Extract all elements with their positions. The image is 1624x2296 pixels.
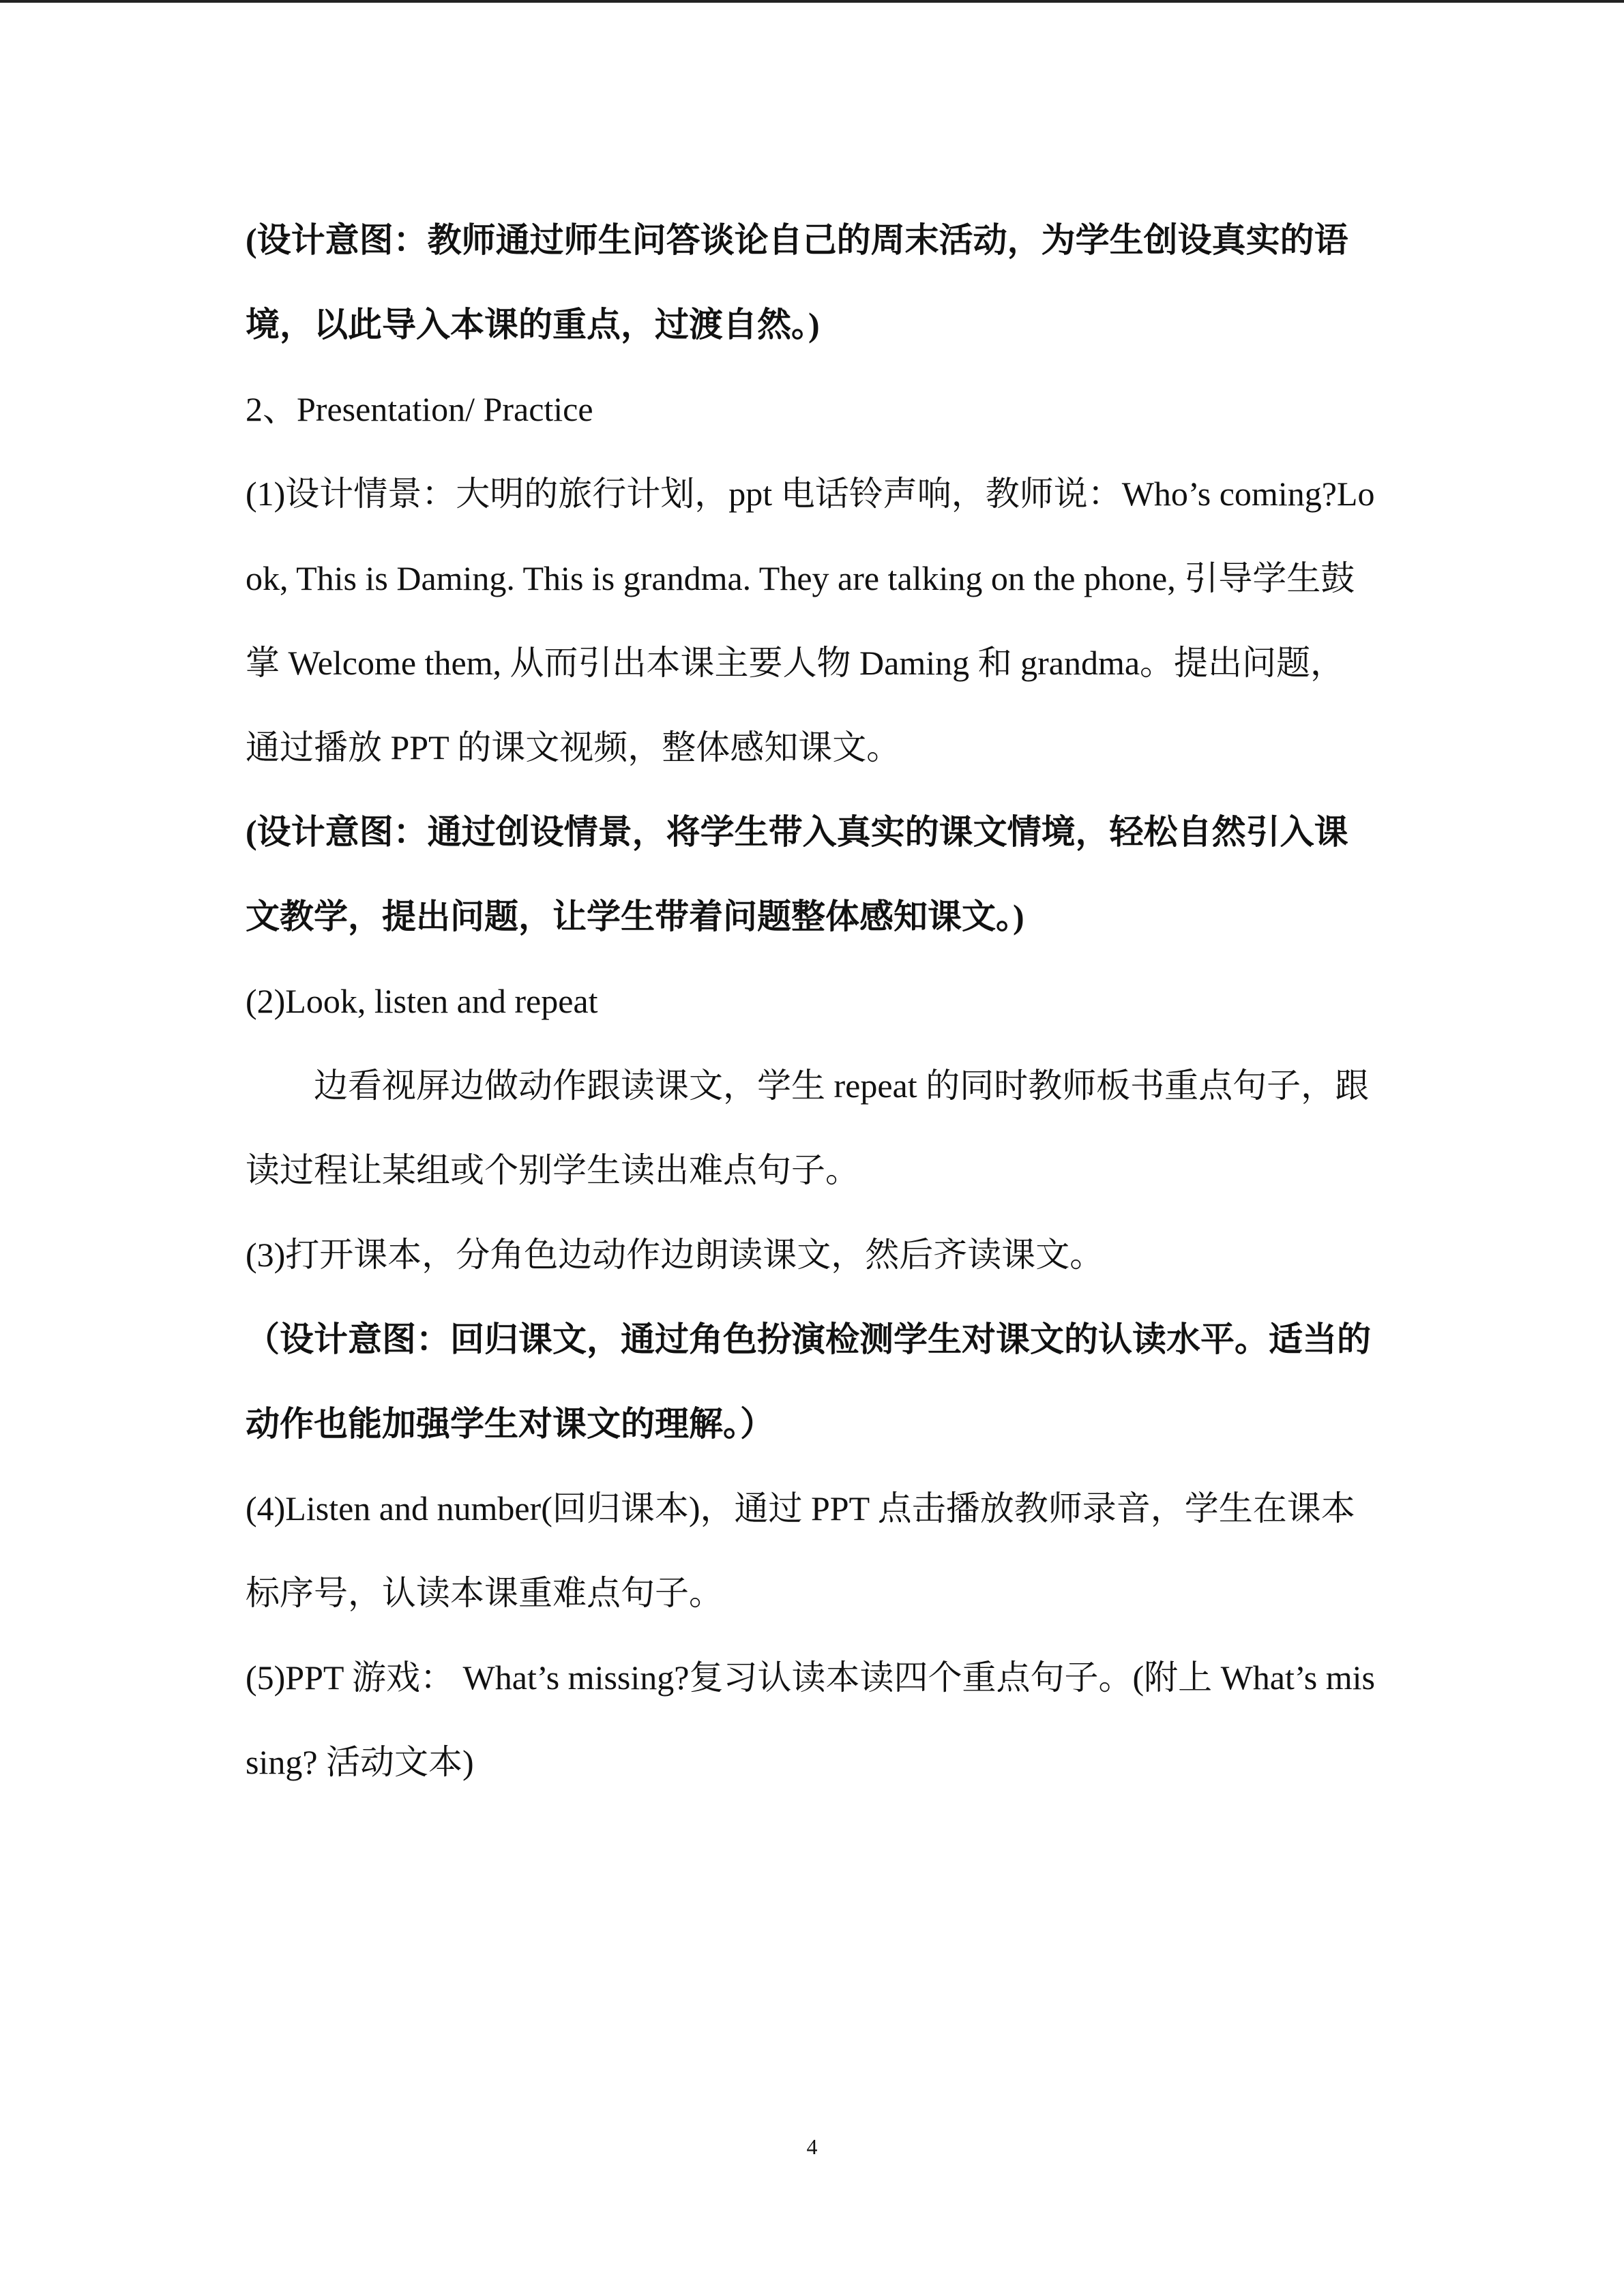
paragraph-design-intent-2: (设计意图：通过创设情景，将学生带入真实的课文情境，轻松自然引入课文教学，提出问题，让学生带着问题整体感知课文。) xyxy=(246,813,1348,936)
paragraph-design-intent-1: (设计意图：教师通过师生问答谈论自己的周末活动，为学生创设真实的语境，以此导入本课的重点，过渡自然。) xyxy=(246,221,1348,344)
document-body xyxy=(246,198,1378,1804)
paragraph-step-4: (4)Listen and number(回归课本)，通过 PPT 点击播放教师录音，学生在课本标序号，认读本课重难点句子。 xyxy=(246,1489,1355,1612)
paragraph-step-5: (5)PPT 游戏： What’s missing?复习认读本读四个重点句子。(附上 What’s missing? 活动文本) xyxy=(246,1658,1375,1781)
page-top-border xyxy=(0,0,1624,3)
paragraph-step-2-detail: 边看视屏边做动作跟读课文，学生 repeat 的同时教师板书重点句子，跟读过程让某组或个别学生读出难点句子。 xyxy=(246,1067,1370,1189)
paragraph-section-heading: 2、Presentation/ Practice xyxy=(246,390,593,428)
page-number: 4 xyxy=(806,2134,818,2159)
paragraph-step-3: (3)打开课本，分角色边动作边朗读课文，然后齐读课文。 xyxy=(246,1236,1104,1274)
paragraph-step-2: (2)Look, listen and repeat xyxy=(246,982,598,1020)
paragraph-step-1: (1)设计情景：大明的旅行计划，ppt 电话铃声响，教师说：Who’s coming?Look, This is Daming. This is grandma. They are talking on the phone, 引导学生鼓掌 Welcome them, 从而引出本课主要人物 Daming 和 grandma。提出问题，通过播放 PPT 的课文视频，整体感知课文。 xyxy=(246,475,1375,766)
paragraph-design-intent-3: （设计意图：回归课文，通过角色扮演检测学生对课文的认读水平。适当的动作也能加强学生对课文的理解。） xyxy=(246,1320,1371,1443)
